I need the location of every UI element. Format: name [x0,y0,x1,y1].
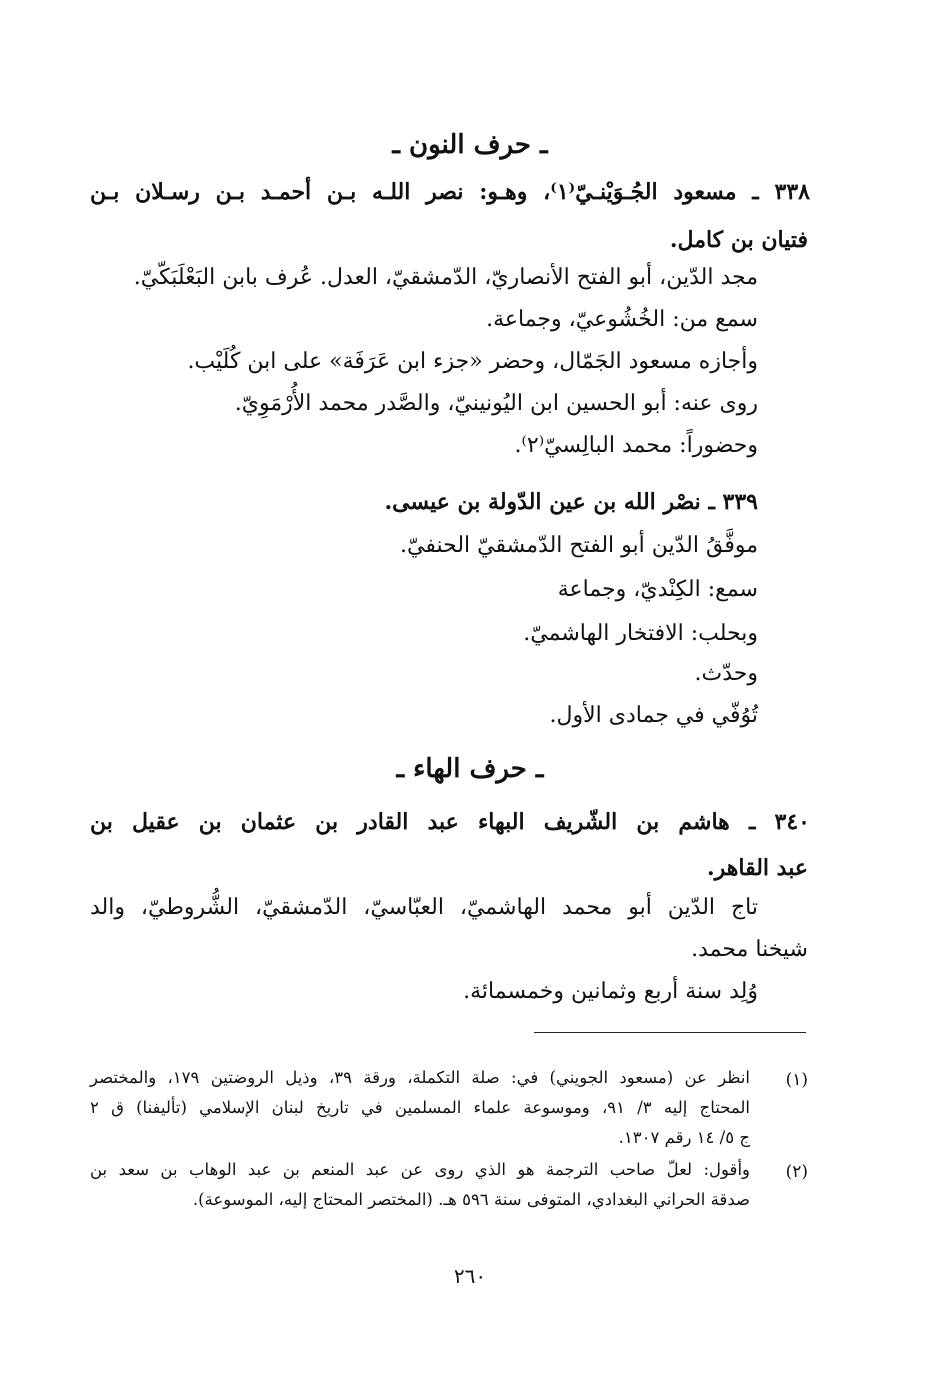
section-heading-nun: ـ حرف النون ـ [392,130,548,160]
entry-338-line-2: سمع من: الخُشُوعيّ، وجماعة. [486,307,758,332]
entry-338-line-5: وحضوراً: محمد البالِسيّ⁽٢⁾. [514,433,758,458]
entry-340-title-line-1: ٣٤٠ ـ هاشم بن الشّريف البهاء عبد القادر بن عثمان بن عقيل بن [90,809,810,835]
entry-340-title-line-2: عبد القاهر. [706,855,808,881]
footnote-1-marker: (١) [785,1070,808,1090]
entry-338-title-line-1: ٣٣٨ ـ مسعود الجُـوَيْنـيّ⁽١⁾، وهـو: نصر اللـه بـن أحمـد بـن رسـلان بـن [90,179,810,205]
entry-339-line-4: وحدّث. [694,661,758,686]
page-number: ٢٦٠ [453,1264,487,1288]
entry-338-line-1: مجد الدّين، أبو الفتح الأنصاريّ، الدّمشقيّ، العدل. عُرف بابن البَعْلَبَكّيّ. [133,265,758,290]
section-heading-ha: ـ حرف الهاء ـ [396,754,544,784]
footnote-2-marker: (٢) [785,1162,808,1182]
entry-339-line-1: موفَّقُ الدّين أبو الفتح الدّمشقيّ الحنفيّ. [400,533,758,558]
entry-339-title: ٣٣٩ ـ نصْر الله بن عين الدّولة بن عيسى. [384,489,758,515]
entry-338-line-4: روى عنه: أبو الحسين ابن اليُونينيّ، والصَّدر محمد الأُرْمَوِيّ. [234,391,758,416]
footnote-1-line-3: ج ٥/ ١٤ رقم ١٣٠٧. [618,1128,750,1147]
entry-340-line-1: تاج الدّين أبو محمد الهاشميّ، العبّاسيّ، الدّمشقيّ، الشُّروطيّ، والد [90,895,758,920]
footnote-2-line-1: وأقول: لعلّ صاحب الترجمة هو الذي روى عن عبد المنعم بن عبد الوهاب بن سعد بن [90,1160,750,1179]
footnote-2-line-2: صدقة الحراني البغدادي، المتوفى سنة ٥٩٦ هـ. (المختصر المحتاج إليه، الموسوعة). [192,1190,750,1209]
footnote-1-line-2: المحتاج إليه ٣/ ٩١، وموسوعة علماء المسلمين في تاريخ لبنان الإسلامي (تأليفنا) ق ٢ [90,1098,750,1117]
entry-340-line-3: وُلِد سنة أربع وثمانين وخمسمائة. [463,979,758,1004]
entry-339-line-2: سمع: الكِنْديّ، وجماعة [557,577,758,602]
footnote-separator [534,1032,806,1033]
entry-339-line-3: وبحلب: الافتخار الهاشميّ. [523,621,758,646]
footnote-1-line-1: انظر عن (مسعود الجويني) في: صلة التكملة، ورقة ٣٩، وذيل الروضتين ١٧٩، والمختصر [90,1068,751,1087]
entry-340-line-2: شيخنا محمد. [691,937,808,962]
entry-338-title-line-2: فتيان بن كامل. [669,227,808,253]
entry-338-line-3: وأجازه مسعود الجَمّال، وحضر «جزء ابن عَرَفَة» على ابن كُلَيْب. [187,349,758,374]
entry-339-line-5: تُوُفّي في جمادى الأول. [549,703,758,728]
